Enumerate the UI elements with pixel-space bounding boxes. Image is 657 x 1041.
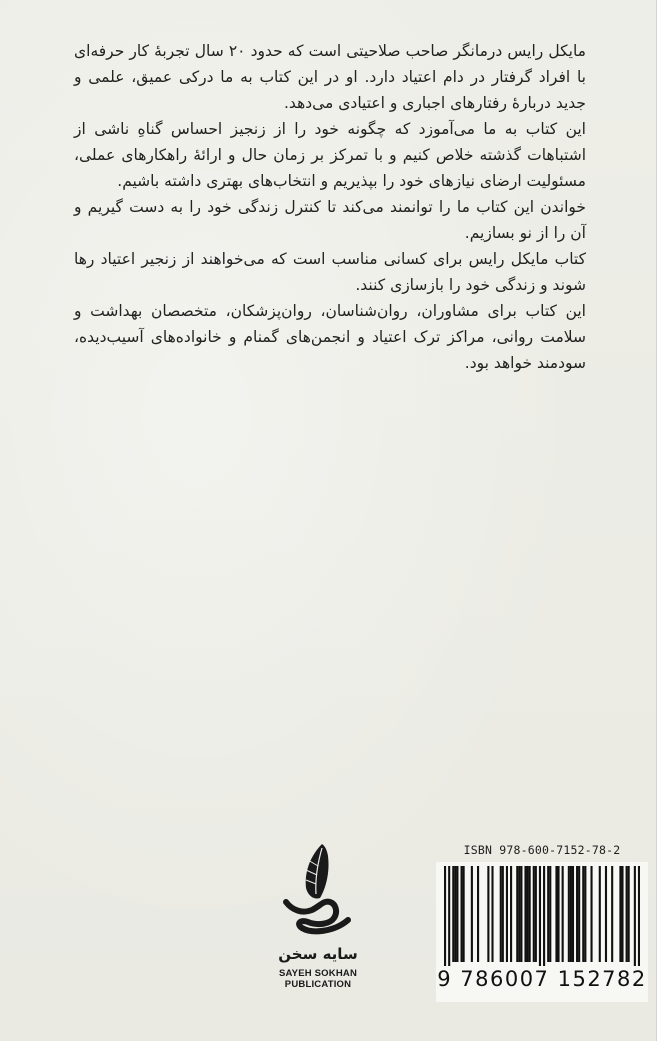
barcode-bar (621, 866, 623, 962)
barcode-bar (520, 866, 522, 962)
barcode-bar (628, 866, 630, 962)
barcode-digits: 9 786007 152782 (437, 967, 647, 991)
barcode-bar (456, 866, 458, 962)
barcode-bar (549, 866, 551, 962)
barcode-bar (471, 866, 473, 962)
barcode-bar (599, 866, 601, 962)
barcode-bar (533, 866, 535, 962)
barcode-bar (557, 866, 559, 962)
barcode-bar (452, 866, 454, 962)
barcode-bar (634, 866, 636, 966)
barcode-bar (582, 866, 584, 962)
barcode-bar (572, 866, 574, 962)
barcode-bar (535, 866, 537, 962)
barcode-bar (444, 866, 446, 966)
barcode-bar (568, 866, 570, 962)
blurb-paragraph-5: این کتاب برای مشاوران، روان‌شناسان، روان‌پزشکان، متخصصان بهداشت و سلامت روانی، مراکز ترک اعتیاد و انجمن‌های گمنام و خانواده‌های آسیب‌دیده، سودمند خواهد بود. (74, 302, 586, 372)
barcode-bar (510, 866, 512, 962)
barcode-bar (454, 866, 456, 962)
barcode-bar (638, 866, 640, 966)
barcode-bar (487, 866, 489, 962)
barcode-bar (518, 866, 520, 962)
barcode-bar (555, 866, 557, 962)
barcode-bars (444, 866, 640, 966)
barcode-bar (516, 866, 518, 962)
quill-feather-icon (278, 840, 358, 940)
barcode-bar (527, 866, 529, 962)
barcode-bar (626, 866, 628, 962)
blurb-paragraph-3: خواندن این کتاب ما را توانمند می‌کند تا کنترل زندگی خود را به دست گیریم و آن را از نو بسازیم. (74, 198, 586, 242)
barcode-bar (448, 866, 450, 966)
barcode (436, 862, 648, 1002)
barcode-bar (611, 866, 613, 962)
barcode-bar (524, 866, 526, 962)
blurb-paragraph-2: این کتاب به ما می‌آموزد که چگونه خود را از زنجیز احساس گناهِ ناشی از اشتباهات گذشته خلاص کنیم و با تمرکز بر زمان حال و ارائهٔ راهکارهای عملی، مسئولیت ارضای نیازهای خود را بپذیریم و انتخاب‌های بهتری داشته باشیم. (74, 120, 586, 190)
barcode-bar (562, 866, 564, 962)
barcode-bar (500, 866, 502, 962)
publisher-name-fa: سایه سخن (278, 945, 358, 963)
barcode-bar (529, 866, 531, 962)
publisher-name-en: SAYEH SOKHAN (278, 968, 358, 979)
barcode-bar (502, 866, 504, 962)
blurb-text (74, 38, 586, 376)
isbn-label: ISBN 978-600-7152-78-2 (463, 843, 621, 857)
barcode-bar (539, 866, 541, 966)
barcode-bar (506, 866, 508, 962)
barcode-bar (543, 866, 545, 966)
publisher-logo (268, 840, 368, 990)
barcode-bar (605, 866, 607, 962)
barcode-bar (547, 866, 549, 962)
barcode-bar (491, 866, 493, 962)
barcode-bar (477, 866, 479, 962)
publisher-subtitle-en: PUBLICATION (284, 979, 352, 990)
barcode-bar (461, 866, 463, 962)
barcode-bar (463, 866, 465, 962)
blurb-paragraph-1: مایکل رایس درمانگر صاحب صلاحیتی است که حدود ۲۰ سال تجربهٔ کار حرفه‌ای با افراد گرفتار در دام اعتیاد دارد. او در این کتاب به ما درکی عمیق، علمی و جدید دربارهٔ رفتارهای اجباری و اعتیادی می‌دهد. (74, 42, 586, 112)
barcode-bar (576, 866, 578, 962)
barcode-bar (570, 866, 572, 962)
barcode-bar (590, 866, 592, 962)
barcode-bar (578, 866, 580, 962)
barcode-bar (619, 866, 621, 962)
barcode-bar (584, 866, 586, 962)
blurb-paragraph-4: کتاب مایکل رایس برای کسانی مناسب است که می‌خواهند از زنجیر اعتیاد رها شوند و زندگی خود را بازسازی کنند. (74, 250, 586, 294)
